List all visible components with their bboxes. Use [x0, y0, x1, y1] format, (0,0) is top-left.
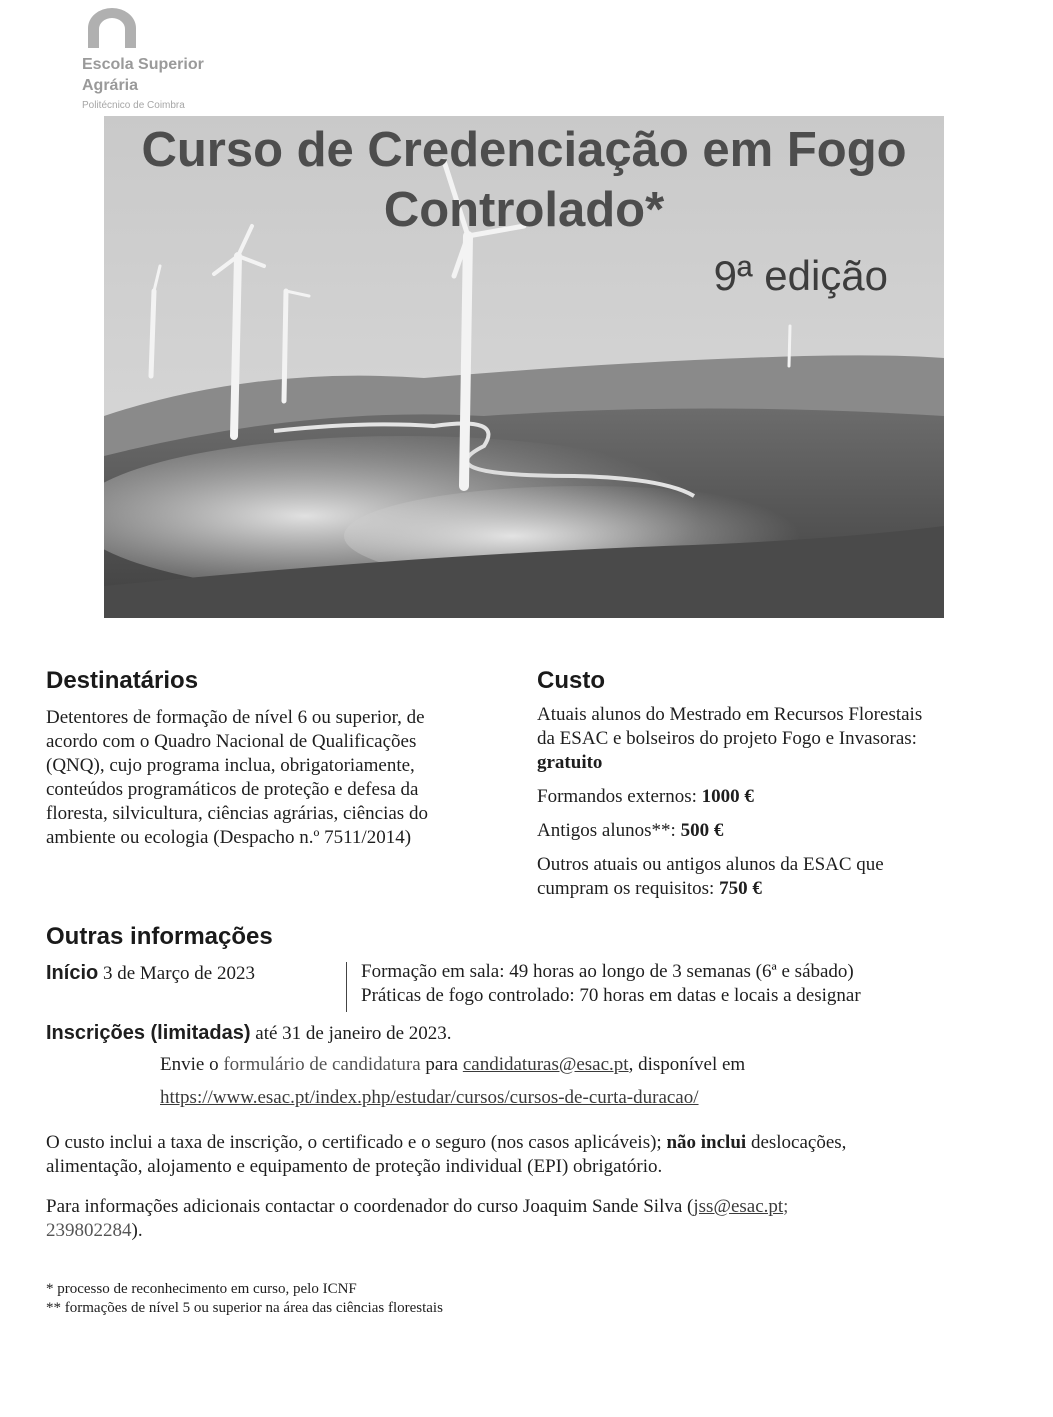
contacto-sep: ; [783, 1196, 789, 1217]
custo-item-1-value: gratuito [537, 752, 603, 773]
logo-line-1: Escola Superior [82, 56, 204, 73]
custo-item-1-line-2: da ESAC e bolseiros do projeto Fogo e Invasoras: [537, 728, 917, 749]
envie-suffix: , disponível em [628, 1054, 746, 1075]
destinatarios-line-1: Detentores de formação de nível 6 ou superior, de [46, 707, 425, 728]
hero-title-line-1: Curso de Credenciação em Fogo [141, 123, 907, 177]
contacto-prefix: Para informações adicionais contactar o coordenador do curso Joaquim Sande Silva ( [46, 1196, 694, 1217]
formacao-sala: Formação em sala: 49 horas ao longo de 3 semanas (6ª e sábado) [361, 961, 854, 982]
inicio-label: Início [46, 962, 99, 984]
footnote-1: * processo de reconhecimento em curso, pelo ICNF [46, 1281, 357, 1297]
arch-logo-icon [82, 4, 142, 50]
custo-list [537, 703, 1017, 901]
custo-item-1-line-1: Atuais alunos do Mestrado em Recursos Florestais [537, 704, 923, 725]
destinatarios-line-5: floresta, silvicultura, ciências agrárias, ciências do [46, 803, 428, 824]
inicio-row [46, 961, 255, 986]
destinatarios-line-6: ambiente ou ecologia (Despacho n.º 7511/2014) [46, 827, 412, 848]
contacto-end: ). [131, 1220, 143, 1241]
hero-title-line-2: Controlado* [383, 183, 665, 237]
custo-inclui-suffix: deslocações, [746, 1132, 847, 1153]
destinatarios-text [46, 706, 516, 850]
custo-item-4-line-1: Outros atuais ou antigos alunos da ESAC que [537, 854, 884, 875]
coordinator-email-link[interactable]: jss@esac.pt [693, 1196, 784, 1217]
contacto-text [46, 1195, 1036, 1243]
custo-item-2-label: Formandos externos: [537, 786, 702, 807]
custo-heading: Custo [537, 667, 605, 694]
url-row [160, 1086, 699, 1110]
inscricoes-label: Inscrições (limitadas) [46, 1022, 251, 1044]
destinatarios-heading: Destinatários [46, 667, 199, 694]
custo-inclui-line-2: alimentação, alojamento e equipamento de proteção individual (EPI) obrigatório. [46, 1156, 663, 1177]
outras-heading: Outras informações [46, 923, 273, 950]
destinatarios-line-3: (QNQ), cujo programa inclua, obrigatoriamente, [46, 755, 415, 776]
destinatarios-line-4: conteúdos programáticos de proteção e defesa da [46, 779, 419, 800]
inscricoes-row [46, 1021, 452, 1046]
logo-line-2: Agrária [82, 77, 139, 94]
destinatarios-line-2: acordo com o Quadro Nacional de Qualificações [46, 731, 417, 752]
hero-edition: 9ª edição [713, 252, 888, 299]
envie-row [160, 1053, 1040, 1077]
info-divider [346, 962, 347, 1012]
form-link[interactable]: formulário de candidatura [223, 1054, 421, 1075]
inscricoes-date: até 31 de janeiro de 2023. [250, 1023, 452, 1044]
inicio-date: 3 de Março de 2023 [98, 963, 255, 984]
praticas-fogo: Práticas de fogo controlado: 70 horas em datas e locais a designar [361, 985, 861, 1006]
footnote-2: ** formações de nível 5 ou superior na área das ciências florestais [46, 1300, 443, 1316]
envie-para: para [420, 1054, 463, 1075]
hero-image [104, 116, 944, 618]
hero-title [104, 120, 944, 240]
custo-inclui-bold: não inclui [666, 1132, 747, 1153]
custo-item-4-value: 750 € [719, 878, 762, 899]
custo-inclui-text [46, 1131, 1036, 1179]
custo-item-4-label: cumpram os requisitos: [537, 878, 720, 899]
custo-item-3-value: 500 € [680, 820, 724, 841]
custo-item-3-label: Antigos alunos**: [537, 820, 681, 841]
school-logo [82, 4, 252, 110]
formacao-info [361, 960, 1021, 1008]
logo-line-3: Politécnico de Coimbra [82, 100, 185, 111]
courses-url-link[interactable]: https://www.esac.pt/index.php/estudar/cursos/cursos-de-curta-duracao/ [160, 1087, 699, 1108]
candidaturas-email-link[interactable]: candidaturas@esac.pt [462, 1054, 629, 1075]
coordinator-phone: 239802284 [46, 1220, 132, 1241]
custo-inclui-prefix: O custo inclui a taxa de inscrição, o certificado e o seguro (nos casos aplicáveis); [46, 1132, 667, 1153]
custo-item-2-value: 1000 € [701, 786, 754, 807]
envie-prefix: Envie o [160, 1054, 224, 1075]
